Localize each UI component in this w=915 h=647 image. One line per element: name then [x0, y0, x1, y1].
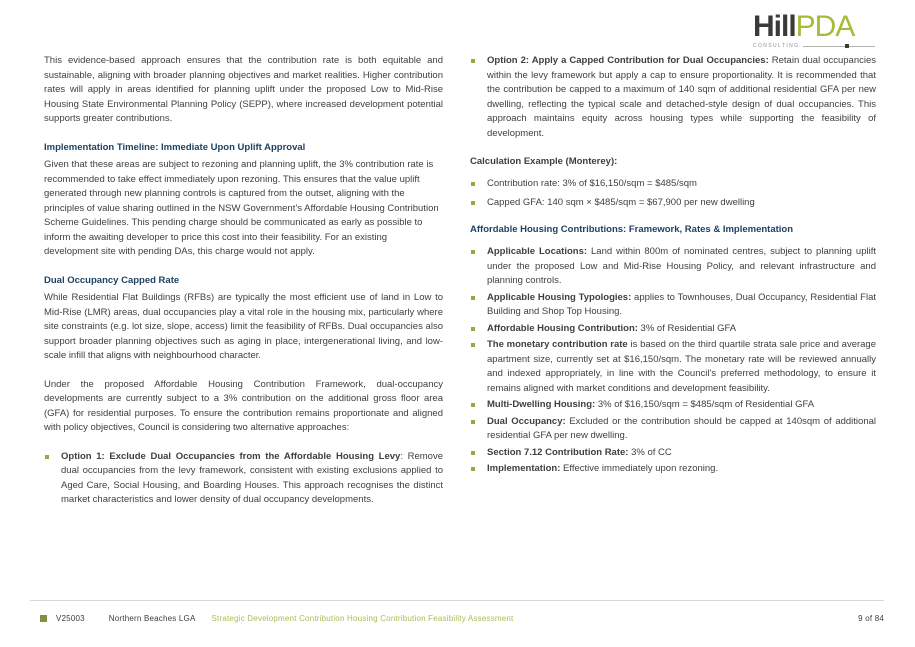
- option-1-text: : Remove dual occupancies from the levy framework, consistent with existing exclusions applied to Aged Care, Social Housing, and Boarding Houses. This approach recognises the distinct market characteristics and lower density of dual occupancy developments.: [61, 450, 444, 505]
- logo-rule-line: [803, 46, 875, 47]
- bullet-label: Affordable Housing Contribution:: [487, 322, 638, 334]
- bullet-monetary-contribution-rate: [470, 338, 876, 396]
- footer-square-icon: [40, 615, 47, 622]
- bullet-label: Applicable Housing Typologies:: [487, 291, 632, 303]
- bullet-text: 3% of CC: [628, 446, 672, 458]
- footer-lga: Northern Beaches LGA: [108, 614, 196, 623]
- hillpda-logo: [753, 12, 875, 49]
- bullet-affordable-housing-contribution: [470, 322, 876, 337]
- bullet-label: The monetary contribution rate: [487, 339, 628, 350]
- bullet-text: Land within 800m of nominated centres, subject to planning uplift under the proposed Low and Mid-Rise Housing Policy, and relevant infrastructure and planning controls.: [487, 246, 876, 286]
- bullet-dual-occupancy: [470, 415, 876, 444]
- footer-divider: [30, 600, 884, 601]
- bullet-label: Implementation:: [487, 463, 561, 474]
- paragraph-evidence-based: This evidence-based approach ensures that the contribution rate is both equitable and sustainable, aligning with broader planning objectives and market realities. Higher contribution rates will apply in areas identified for planning uplift under the proposed Low to Mid-Rise Housing State Environmental Planning Policy (SEPP), where increased development potential supports greater contributions.: [44, 55, 443, 124]
- paragraph-framework-approaches: Under the proposed Affordable Housing Contribution Framework, dual-occupancy developments are currently subject to a 3% contribution on the additional gross floor area (GFA) for residential purposes. To ensure the contribution remains proportionate and aligned with policy objectives, Council is considering two alternative approaches:: [44, 378, 443, 433]
- bullet-capped-gfa: Capped GFA: 140 sqm × $485/sqm = $67,900 per new dwelling: [470, 196, 876, 211]
- logo-pda-text: PDA: [795, 10, 855, 43]
- bullet-text: 3% of $16,150/sqm = $485/sqm of Residential GFA: [595, 399, 815, 410]
- bullet-label: Dual Occupancy:: [487, 415, 566, 427]
- logo-wordmark: [753, 12, 875, 42]
- option-1-label: Option 1: Exclude Dual Occupancies from the Affordable Housing Levy: [61, 450, 401, 462]
- option-2-label: Option 2: Apply a Capped Contribution for Dual Occupancies:: [487, 55, 769, 66]
- option-2-text: Retain dual occupancies within the levy framework but apply a cap to ensure proportionality. It is recommended that the contribution be capped to a maximum of 140 sqm of additional residential GFA per new dwelling, reflecting the typical scale and detached-style design of dual occupancies. This approach maintains equity across housing types while supporting the feasibility of development.: [487, 55, 877, 139]
- footer-project-code: V25003: [56, 614, 85, 623]
- right-column: [470, 54, 876, 479]
- bullet-multi-dwelling-housing: [470, 398, 876, 413]
- left-column: [44, 54, 443, 510]
- heading-implementation-timeline: Implementation Timeline: Immediate Upon Uplift Approval: [44, 141, 306, 153]
- logo-dot-icon: [845, 44, 849, 48]
- bullet-text: 3% of Residential GFA: [637, 322, 737, 334]
- bullet-section-712-rate: [470, 446, 876, 461]
- heading-calculation-example: Calculation Example (Monterey):: [470, 156, 618, 167]
- heading-affordable-housing-framework: Affordable Housing Contributions: Framework, Rates & Implementation: [470, 223, 794, 235]
- logo-consulting-text: CONSULTING: [753, 43, 800, 49]
- bullet-text: applies to Townhouses, Dual Occupancy, Residential Flat Building and Shop Top Housing.: [487, 291, 876, 317]
- footer-page-number: 9 of 84: [858, 614, 884, 623]
- paragraph-rezoning-uplift: Given that these areas are subject to rezoning and planning uplift, the 3% contribution rate is recommended to take effect immediately upon rezoning. This ensures that the value uplift generated through new planning controls is captured from the outset, aligning with the principles of value sharing outlined in the NSW Government’s Affordable Housing Contribution Scheme Guidelines. This pending charge should be communicated as early as possible to inform the awaiting developer to price this cost into their feasibility. For an existing development site with pending DAs, this charge would not apply.: [44, 159, 439, 257]
- bullet-text: is based on the third quartile strata sale price and average apartment size, currently set at $16,150/sqm. The monetary rate will be reviewed annually and indexed appropriately, in line with the Council’s preferred methodology, to ensure it remains aligned with market conditions and development feasibility.: [487, 339, 876, 394]
- bullet-label: Applicable Locations:: [487, 246, 588, 257]
- footer-report-title: Strategic Development Contribution Housing Contribution Feasibility Assessment: [211, 614, 514, 623]
- paragraph-rfbs: While Residential Flat Buildings (RFBs) are typically the most efficient use of land in Low to Mid-Rise (LMR) areas, dual occupancies play a vital role in the housing mix, particularly where site constraints (e.g. lot size, slope, access) limit the feasibility of RFBs. Dual occupancies also support broader planning objectives such as aging in place, intergenerational living, and low-scale infill that aligns with neighbourhood character.: [44, 292, 443, 361]
- logo-subline: [753, 43, 875, 49]
- bullet-contribution-rate: Contribution rate: 3% of $16,150/sqm = $485/sqm: [470, 177, 876, 192]
- bullet-label: Section 7.12 Contribution Rate:: [487, 446, 629, 458]
- bullet-option-1: [44, 450, 443, 508]
- bullet-label: Multi-Dwelling Housing:: [487, 399, 596, 410]
- footer: [40, 614, 884, 623]
- heading-dual-occupancy-capped-rate: Dual Occupancy Capped Rate: [44, 274, 180, 286]
- bullet-option-2: [470, 54, 876, 141]
- logo-hill-text: Hill: [753, 10, 796, 43]
- bullet-applicable-locations: [470, 245, 876, 289]
- bullet-applicable-typologies: [470, 291, 876, 320]
- bullet-implementation: [470, 462, 876, 477]
- bullet-text: Excluded or the contribution should be capped at 140sqm of additional residential GFA per new dwelling.: [487, 415, 876, 441]
- bullet-text: Effective immediately upon rezoning.: [560, 463, 719, 474]
